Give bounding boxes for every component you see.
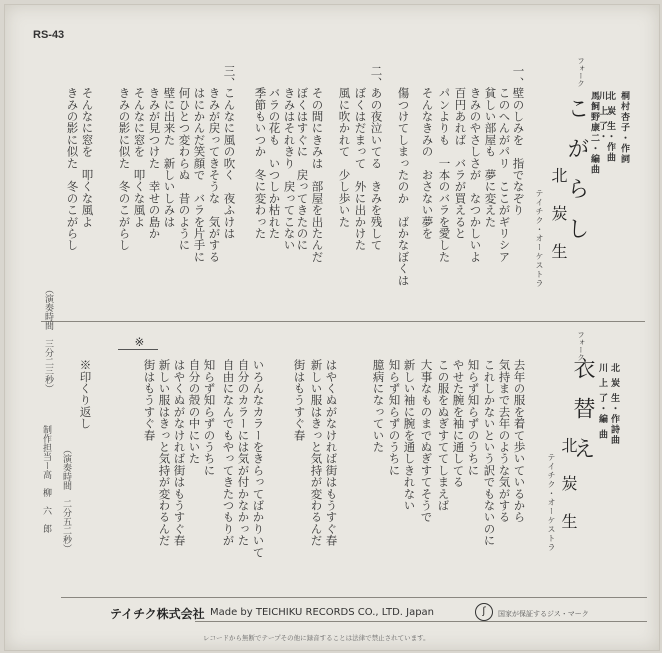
lyric-line: 二、 (369, 65, 384, 89)
credit-line: 川 上 了・ (597, 91, 607, 143)
lyric-line: パンよりも 一本のバラを愛した (437, 87, 452, 263)
orchestra-name: テイチク・オーケストラ (535, 189, 544, 288)
lyric-line: こんなに風の吹く 夜ふけは (222, 87, 237, 240)
credit-line: 北 炭 生・作曲 (605, 91, 615, 164)
catalog-number: RS-43 (33, 29, 65, 41)
lyric-line: そんなきみの おさない夢を (420, 87, 435, 240)
lyric-line: 知らず知らずのうちに (387, 359, 402, 476)
lyric-line: 自分の殻の中にいた (187, 359, 202, 465)
lyric-line: いろんなカラーをきらってばかりいて (251, 359, 266, 558)
lyric-line: その間にきみは 部屋を出たんだ (310, 87, 325, 263)
lyric-line: やせた腕を袖に通してる (451, 359, 466, 488)
lyric-line: 大事なものまでぬぎすてそうで (419, 359, 434, 523)
producer-credit: 制作担当ー高 柳 六 郎 (41, 425, 51, 533)
lyric-line: 新しい服はきっと気持が変わるんだ (157, 359, 172, 547)
footer-bottom-line (195, 621, 647, 622)
footer-top-line (61, 597, 647, 598)
repeat-mark: ※ (132, 335, 147, 350)
genre-label: フォーク (576, 331, 586, 361)
jis-mark-icon: ʃ (475, 603, 493, 621)
credit-line: 川 上 了・編 曲 (597, 363, 607, 440)
lyric-line: きみが戻ってきそうな 気がする (207, 87, 222, 263)
record-sleeve (4, 4, 660, 651)
lyric-line: 街はもうすぐ春 (292, 359, 307, 441)
lyric-line: 知らず知らずのうちに (466, 359, 481, 476)
repeat-note: ※印くり返し (78, 359, 93, 430)
lyric-line: 百円あれば バラが買えると (453, 87, 468, 240)
lyric-line: バラの花も いつしか枯れた (267, 87, 282, 240)
jis-text: 国家が保証するジス・マーク (498, 610, 589, 618)
artist-name: 北炭生 (559, 437, 578, 551)
lyric-line: このへんがパリ ここがギリシア (497, 87, 512, 263)
artist-name: 北炭生 (549, 167, 568, 281)
lyric-line: ぼくはだまって 外に出かけた (353, 87, 368, 251)
lyric-line: きみはそれきり 戻ってこない (282, 87, 297, 251)
lyric-line: 季節もいつか 冬に変わった (253, 87, 268, 240)
lyric-line: そんなに窓を 叩くな風よ (132, 87, 147, 228)
lyric-line: きみの影に似た 冬のこがらし (117, 87, 132, 251)
lyric-line: そんなに窓を 叩くな風よ (80, 87, 95, 228)
lyric-line: 貧しい部屋も 夢に変えた (483, 87, 498, 228)
lyric-line: 去年の服を着て歩いているから (512, 359, 527, 523)
lyric-line: この服をぬぎすててしまえば (436, 359, 451, 512)
song-title: こがらし (564, 97, 589, 257)
lyric-line: 風に吹かれて 少し歩いた (337, 87, 352, 228)
brand-logo: テイチク株式会社 (110, 607, 205, 621)
duration: （演奏時間 二分五二秒） (61, 445, 71, 553)
section-divider (41, 321, 645, 322)
lyric-line: 一、 (511, 65, 526, 89)
lyric-line: これしかないという訳でもないのに (482, 359, 497, 547)
lyric-line: あの夜泣いてる きみを残して (369, 87, 384, 251)
lyric-line: 新しい袖に腕を通しきれない (402, 359, 417, 512)
made-by-text: Made by TEICHIKU RECORDS CO., LTD. Japan (210, 607, 435, 618)
lyric-line: 傷つけてしまったのか ばかなぼくは (396, 87, 411, 286)
lyric-line: 自分のカラーには気が付かなかった (236, 359, 251, 547)
copyright-notice: レコードから無断でテープその他に録音することは法律で禁止されています。 (203, 634, 430, 642)
lyric-line: はやくぬがなければ街はもうすぐ春 (324, 359, 339, 547)
lyric-line: ぼくはすぐに 戻ってきたのに (295, 87, 310, 251)
lyric-line: きみが見つけた 幸せの島か (147, 87, 162, 240)
lyric-line: 三、 (222, 65, 237, 89)
orchestra-name: テイチク・オーケストラ (547, 453, 556, 552)
credit-line: 桐村杏子・作詞 (619, 91, 629, 165)
song-title: 衣替え (570, 357, 595, 477)
credit-line: 北 炭 生・作詩曲 (609, 363, 619, 446)
lyric-line: 気持まで去年のような気がする (497, 359, 512, 523)
lyric-line: 自由になんでもやってきたつもりが (221, 359, 236, 547)
genre-label: フォーク (576, 57, 586, 87)
lyric-line: 街はもうすぐ春 (142, 359, 157, 441)
lyric-line: はにかんだ笑顔で バラを片手に (192, 87, 207, 263)
lyric-line: 知らず知らずのうちに (202, 359, 217, 476)
lyric-line: 臆病になっていた (371, 359, 386, 453)
credit-line: 馬飼野康二・編曲 (589, 91, 599, 175)
lyric-line: 壁に出来た 新しいしみは (162, 87, 177, 228)
lyric-line: 新しい服はきっと気持が変わるんだ (309, 359, 324, 547)
lyric-line: 壁のしみを 指でなぞり (511, 87, 526, 216)
lyric-line: きみのやさしさが なつかしいよ (468, 87, 483, 263)
lyric-line: 何ひとつ変わらぬ 昔のように (177, 87, 192, 251)
duration: （演奏時間 三分二三秒） (43, 285, 53, 393)
lyric-line: はやくぬがなければ街はもうすぐ春 (172, 359, 187, 547)
lyric-line: きみの影に似た 冬のこがらし (65, 87, 80, 251)
